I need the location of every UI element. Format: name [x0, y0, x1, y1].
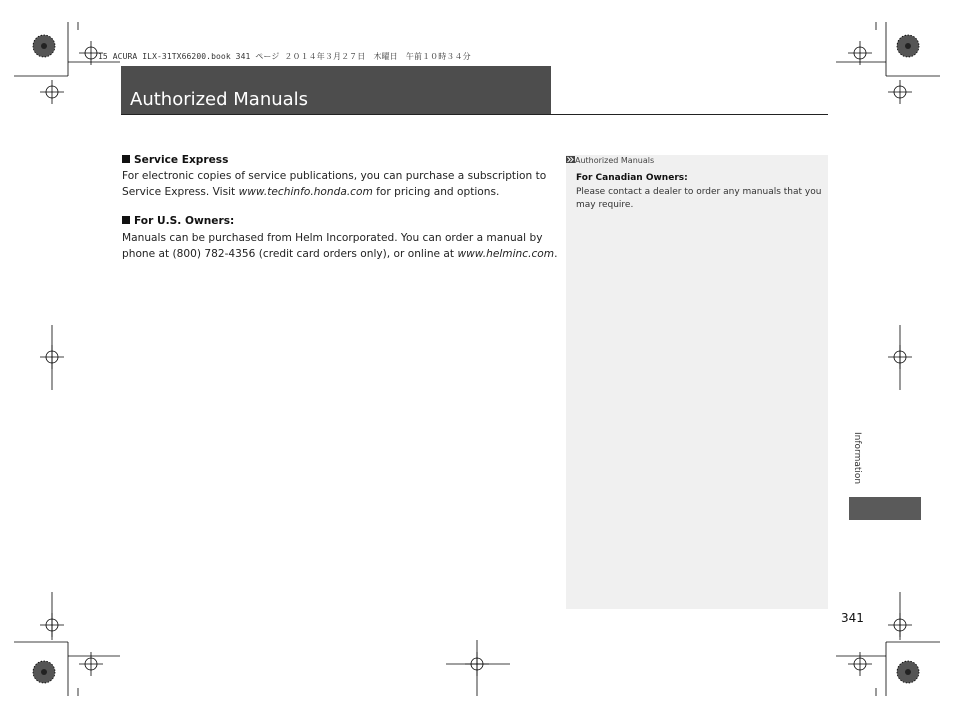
body-line — [122, 246, 562, 262]
chapter-tab-text: Information — [852, 432, 862, 485]
section-body-us-owners — [122, 230, 562, 262]
chapter-tab-label — [852, 432, 862, 494]
section-heading-text: For U.S. Owners: — [134, 215, 235, 227]
title-rule — [121, 114, 828, 115]
body-text: . — [554, 248, 558, 260]
sidebar-note — [566, 155, 828, 609]
body-text: Service Express. Visit — [122, 186, 239, 198]
chapter-tab — [849, 497, 921, 520]
helminc-link[interactable]: www.helminc.com — [457, 248, 555, 260]
sidebar-ref-label: Authorized Manuals — [575, 156, 655, 165]
body-line: Manuals can be purchased from Helm Incorporated. You can order a manual by — [122, 232, 543, 244]
body-text: phone at (800) 782-4356 (credit card orders only), or online at — [122, 248, 458, 260]
section-body-service-express — [122, 168, 562, 200]
square-bullet-icon — [122, 216, 130, 224]
page-number: 341 — [841, 611, 864, 625]
sidebar-line: may require. — [576, 200, 634, 210]
double-chevron-icon — [566, 156, 575, 163]
section-heading-us-owners — [122, 215, 234, 227]
page-title: Authorized Manuals — [130, 89, 309, 110]
body-line — [122, 184, 562, 200]
square-bullet-icon — [122, 155, 130, 163]
print-header: 15 ACURA ILX-31TX66200.book 341 ページ ２０１４年３月２７日 木曜日 午前１０時３４分 — [98, 52, 471, 61]
body-text: for pricing and options. — [372, 186, 500, 198]
techinfo-link[interactable]: www.techinfo.honda.com — [238, 186, 373, 198]
sidebar-line: Please contact a dealer to order any manuals that you — [576, 187, 822, 197]
section-heading-text: Service Express — [134, 154, 229, 166]
sidebar-body — [576, 186, 826, 212]
sidebar-ref — [566, 156, 654, 165]
sidebar-heading: For Canadian Owners: — [576, 173, 688, 183]
section-heading-service-express — [122, 154, 228, 166]
body-line: For electronic copies of service publications, you can purchase a subscription to — [122, 170, 547, 182]
